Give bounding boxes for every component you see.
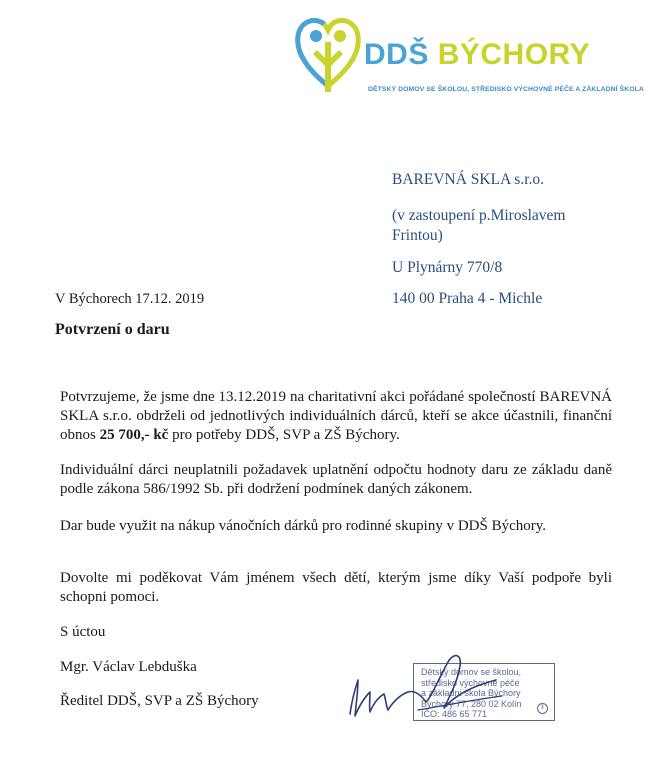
closing: S úctou	[60, 624, 106, 640]
stamp-line-1: Dětský domov se školou,	[421, 667, 522, 677]
stamp-line-4: Býchory 77, 280 02 Kolín	[421, 698, 522, 709]
addressee-street: U Plynárny 770/8	[392, 259, 503, 276]
signer-name: Mgr. Václav Lebduška	[60, 659, 197, 675]
stamp-line-3: a základní škola Býchory	[421, 688, 521, 698]
logo-heart-tree-icon	[292, 12, 364, 94]
addressee-representative: (v zastoupení p.Miroslavem Frintou)	[392, 207, 566, 245]
addressee-company: BAREVNÁ SKLA s.r.o.	[392, 171, 545, 188]
paragraph-thanks: Dovolte mi poděkovat Vám jménem všech dětí, kterým jsme díky Vaší podpoře byli schopni pomoci.	[60, 570, 612, 605]
paragraph-confirmation	[60, 388, 612, 445]
paragraph-1-lead: Potvrzujeme, že jsme dne 13.12.2019 na charitativní akci pořádané společností BAREVNÁ SKLA s.r.o. obdrželi od jednotlivých individuálních dárců, kteří se akce účastnili, finanční obnos	[60, 389, 612, 443]
stamp-circle-icon: ǁ	[537, 703, 548, 714]
donation-amount: 25 700,- kč	[99, 427, 169, 443]
logo-name-part1: DDŠ	[364, 38, 429, 71]
stamp-line-5: IČO: 486 65 771	[421, 709, 488, 719]
addressee-city: 140 00 Praha 4 - Michle	[392, 290, 543, 307]
document-title: Potvrzení o daru	[55, 321, 170, 338]
logo-wordmark	[364, 40, 590, 70]
handwritten-signature	[322, 640, 582, 730]
paragraph-tax: Individuální dárci neuplatnili požadavek uplatnění odpočtu hodnoty daru ze základu daně podle zákona 586/1992 Sb. při dodržení podmínek daných zákonem.	[60, 462, 612, 497]
paragraph-usage: Dar bude využit na nákup vánočních dárků pro rodinné skupiny v DDŠ Býchory.	[60, 518, 547, 534]
paragraph-1-tail: pro potřeby DDŠ, SVP a ZŠ Býchory.	[168, 427, 400, 443]
logo-subtitle: DĚTSKÝ DOMOV SE ŠKOLOU, STŘEDISKO VÝCHOVNÉ PÉČE A ZÁKLADNÍ ŠKOLA	[368, 86, 644, 93]
place-date: V Býchorech 17.12. 2019	[55, 291, 205, 307]
logo-name-part2: BÝCHORY	[437, 38, 591, 71]
stamp-line-2: středisko výchovné péče	[421, 677, 520, 688]
signer-role: Ředitel DDŠ, SVP a ZŠ Býchory	[60, 693, 259, 709]
